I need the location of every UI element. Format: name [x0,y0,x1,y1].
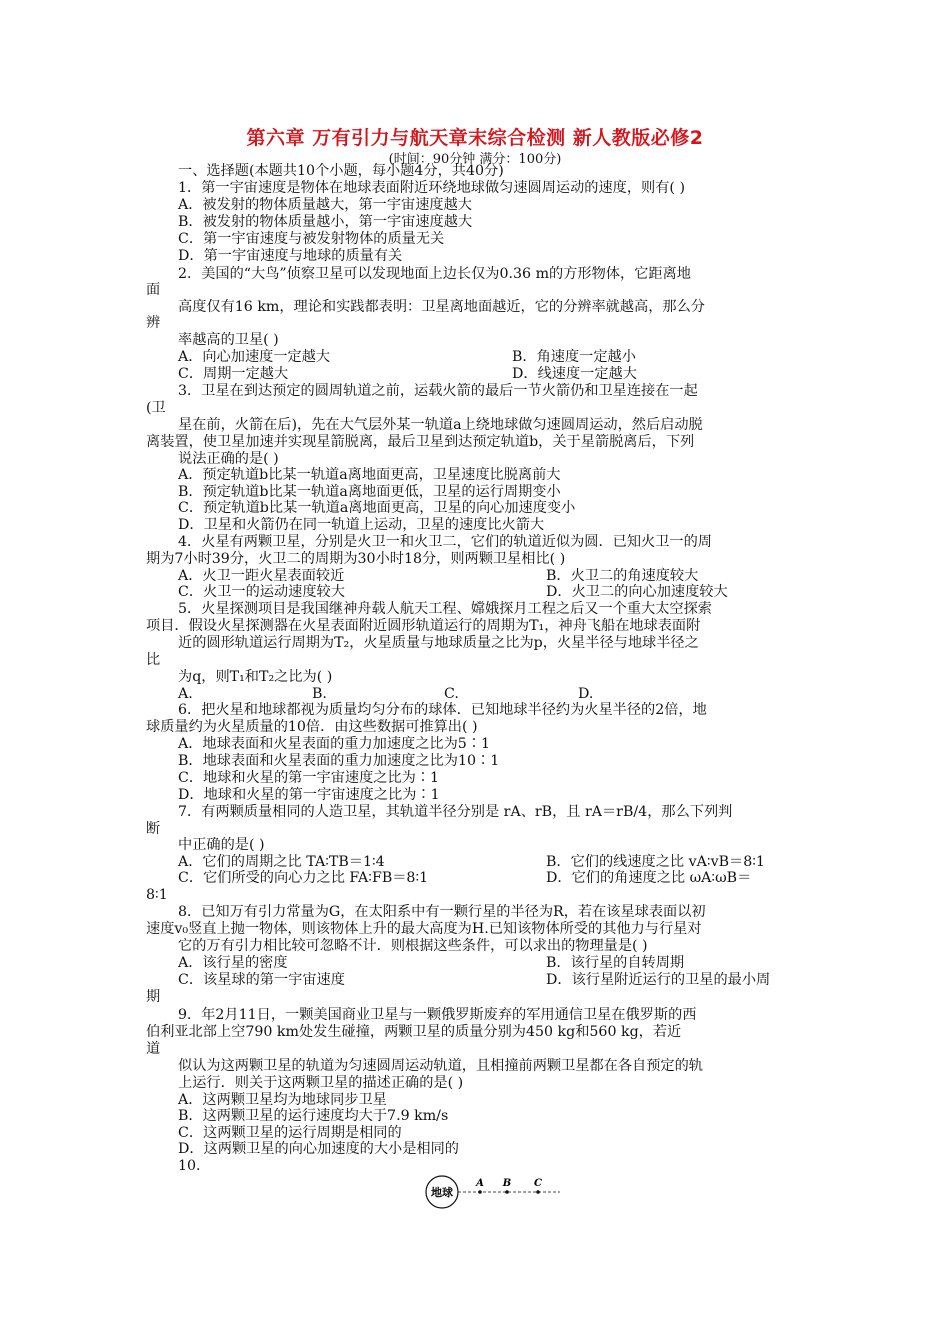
q7-wrap-1: 断 [146,821,161,837]
q7-option-c: C．它们所受的向心力之比 FA∶FB＝8∶1 [178,870,429,886]
q2-line-1: 2．美国的“大鸟”侦察卫星可以发现地面上边长仅为0.36 m的方形物体，它距离地 [178,266,691,282]
q9-line-1: 9．年2月11日，一颗美国商业卫星与一颗俄罗斯废弃的军用通信卫星在俄罗斯的西 [178,1007,697,1023]
q4-option-a: A．火卫一距火星表面较近 [178,568,345,584]
q3-wrap-1: (卫 [146,400,166,416]
q3-option-d: D．卫星和火箭仍在同一轨道上运动，卫星的速度比火箭大 [178,517,545,533]
q8-line-2: 速度v₀竖直上抛一物体，则该物体上升的最大高度为H.已知该物体所受的其他力与行星对 [146,921,702,937]
q5-line-4: 为q，则T₁和T₂之比为( ) [178,669,333,685]
section-heading: 一、选择题(本题共10个小题，每小题4分，共40分) [178,163,504,179]
q2-option-b: B．角速度一定越小 [512,349,636,365]
q6-option-c: C．地球和火星的第一宇宙速度之比为∶1 [178,770,440,786]
q9-option-d: D．这两颗卫星的向心加速度的大小是相同的 [178,1141,459,1157]
q4-line-1: 4．火星有两颗卫星，分别是火卫一和火卫二，它们的轨道近似为圆．已知火卫一的周 [178,534,712,550]
q8-option-b: B．该行星的自转周期 [546,955,685,971]
label-b: B [502,1178,512,1189]
q9-option-a: A．这两颗卫星均为地球同步卫星 [178,1092,387,1108]
q3-line-2: 星在前，火箭在后)，先在大气层外某一轨道a上绕地球做匀速圆周运动，然后启动脱 [178,417,703,433]
point-b [505,1190,509,1194]
q2-option-d: D．线速度一定越大 [512,366,637,382]
q3-line-3: 离装置，使卫星加速并实现星箭脱离，最后卫星到达预定轨道b，关于星箭脱离后，下列 [146,434,695,450]
q9-line-3: 似认为这两颗卫星的轨道为匀速圆周运动轨道，且相撞前两颗卫星都在各自预定的轨 [178,1058,703,1074]
q1-option-c: C．第一宇宙速度与被发射物体的质量无关 [178,231,445,247]
q8-option-d: D．该行星附近运行的卫星的最小周 [546,972,771,988]
q7-option-a: A．它们的周期之比 TA∶TB＝1∶4 [178,854,385,870]
q6-option-a: A．地球表面和火星表面的重力加速度之比为5∶1 [178,736,491,752]
q5-wrap-3: 比 [146,652,161,668]
q4-option-c: C．火卫一的运动速度较大 [178,584,345,600]
q4-line-2: 期为7小时39分，火卫二的周期为30小时18分，则两颗卫星相比( ) [146,551,566,567]
q5-line-2: 项目．假设火星探测器在火星表面附近圆形轨道运行的周期为T₁，神舟飞船在地球表面附 [146,618,701,634]
q7-option-d-cont: 8∶1 [146,887,168,903]
q7-line-2: 中正确的是( ) [178,837,265,853]
q8-option-a: A．该行星的密度 [178,955,288,971]
q3-line-4: 说法正确的是( ) [178,451,279,467]
q4-option-d: D．火卫二的向心加速度较大 [546,584,728,600]
q8-line-1: 8．已知万有引力常量为G，在太阳系中有一颗行星的半径为R，若在该星球表面以初 [178,904,706,920]
q3-line-1: 3．卫星在到达预定的圆周轨道之前，运载火箭的最后一节火箭仍和卫星连接在一起 [178,383,698,399]
q8-option-c: C．该星球的第一宇宙速度 [178,972,345,988]
label-a: A [476,1178,484,1189]
q2-wrap-1: 面 [146,282,161,298]
point-c [536,1190,540,1194]
q5-option-d: D. [578,686,594,702]
q3-option-a: A．预定轨道b比某一轨道a离地面更高，卫星速度比脱离前大 [178,467,561,483]
q7-option-b: B．它们的线速度之比 vA∶vB＝8∶1 [546,854,765,870]
q9-wrap-2: 道 [146,1041,161,1057]
q9-option-b: B．这两颗卫星的运行速度均大于7.9 km/s [178,1108,449,1124]
q7-option-d: D．它们的角速度之比 ωA∶ωB＝ [546,870,752,886]
q3-option-b: B．预定轨道b比某一轨道a离地面更低，卫星的运行周期变小 [178,484,561,500]
q2-wrap-2: 辨 [146,315,161,331]
q10-number: 10. [178,1158,201,1174]
q7-line-1: 7．有两颗质量相同的人造卫星，其轨道半径分别是 rA、rB，且 rA＝rB/4，那么下列判 [178,804,733,820]
q5-line-1: 5．火星探测项目是我国继神舟载人航天工程、嫦娥探月工程之后又一个重大太空探索 [178,601,712,617]
q5-option-a: A. [178,686,193,702]
q6-option-b: B．地球表面和火星表面的重力加速度之比为10∶1 [178,753,500,769]
label-c: C [534,1178,542,1189]
q5-line-3: 近的圆形轨道运行周期为T₂，火星质量与地球质量之比为p，火星半径与地球半径之 [178,635,699,651]
q4-option-b: B．火卫二的角速度较大 [546,568,699,584]
q5-option-c: C. [444,686,459,702]
exam-info: (时间：90分钟 满分：100分) [388,152,562,167]
q6-option-d: D．地球和火星的第一宇宙速度之比为∶1 [178,787,440,803]
q1-option-a: A．被发射的物体质量越大，第一宇宙速度越大 [178,197,472,213]
q2-option-a: A．向心加速度一定越大 [178,349,331,365]
q3-option-c: C．预定轨道b比某一轨道a离地面更高，卫星的向心加速度变小 [178,500,576,516]
q5-option-b: B. [312,686,327,702]
q6-line-2: 球质量约为火星质量的10倍．由这些数据可推算出( ) [146,719,478,735]
orbit-diagram [424,1172,564,1212]
q1-option-d: D．第一宇宙速度与地球的质量有关 [178,248,403,264]
q2-line-2: 高度仅有16 km，理论和实践都表明：卫星离地面越近，它的分辨率就越高，那么分 [178,299,705,315]
q8-wrap: 期 [146,989,161,1005]
earth-label: 地球 [431,1186,453,1199]
q9-line-2: 伯利亚北部上空790 km处发生碰撞，两颗卫星的质量分别为450 kg和560 kg，若近 [146,1024,682,1040]
q2-option-c: C．周期一定越大 [178,366,289,382]
q6-line-1: 6．把火星和地球都视为质量均匀分布的球体．已知地球半径约为火星半径的2倍，地 [178,702,707,718]
q1-stem: 1．第一宇宙速度是物体在地球表面附近环绕地球做匀速圆周运动的速度，则有( ) [178,180,685,196]
point-a [478,1190,482,1194]
q2-line-3: 率越高的卫星( ) [178,332,279,348]
q8-line-3: 它的万有引力相比较可忽略不计．则根据这些条件，可以求出的物理量是( ) [178,938,648,954]
q9-option-c: C．这两颗卫星的运行周期是相同的 [178,1125,402,1141]
q1-option-b: B．被发射的物体质量越小，第一宇宙速度越大 [178,214,473,230]
q9-line-4: 上运行．则关于这两颗卫星的描述正确的是( ) [178,1075,464,1091]
page-title: 第六章 万有引力与航天章末综合检测 新人教版必修2 [246,127,704,149]
